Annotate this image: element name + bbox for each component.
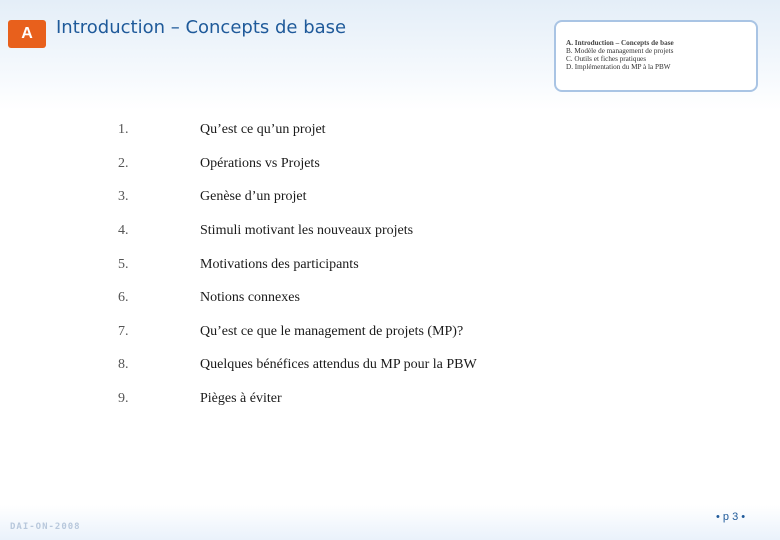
agenda-item-2 [0, 156, 780, 176]
agenda-item-9 [0, 391, 780, 411]
agenda-item-3 [0, 189, 780, 209]
agenda-item-5 [0, 257, 780, 277]
agenda-text: Motivations des participants [200, 257, 359, 272]
section-badge: A [8, 20, 46, 48]
footer-brand: DAI-ON-2008 [10, 522, 81, 532]
agenda-text: Qu’est ce que le management de projets (MP)? [200, 324, 464, 339]
agenda-item-4 [0, 223, 780, 243]
agenda-number: 6. [118, 290, 129, 305]
agenda-number: 4. [118, 223, 129, 238]
outline-item-b: B. Modèle de management de projets [566, 47, 674, 55]
agenda-number: 1. [118, 122, 129, 137]
agenda-number: 7. [118, 324, 129, 339]
agenda-number: 5. [118, 257, 129, 272]
agenda-text: Stimuli motivant les nouveaux projets [200, 223, 414, 238]
agenda-text: Qu’est ce qu’un projet [200, 122, 326, 137]
agenda-number: 2. [118, 156, 129, 171]
slide-title: Introduction – Concepts de base [56, 17, 347, 38]
agenda-text: Opérations vs Projets [200, 156, 320, 171]
agenda-text: Quelques bénéfices attendus du MP pour la PBW [200, 357, 477, 372]
outline-item-d: D. Implémentation du MP à la PBW [566, 63, 671, 71]
agenda-item-8 [0, 357, 780, 377]
agenda-item-6 [0, 290, 780, 310]
agenda-text: Notions connexes [200, 290, 300, 305]
agenda-item-7 [0, 324, 780, 344]
agenda-number: 9. [118, 391, 129, 406]
outline-item-c: C. Outils et fiches pratiques [566, 55, 647, 63]
agenda-number: 3. [118, 189, 129, 204]
outline-item-a: A. Introduction – Concepts de base [566, 39, 674, 47]
agenda-item-1 [0, 122, 780, 142]
agenda-text: Pièges à éviter [200, 391, 282, 406]
agenda-text: Genèse d’un projet [200, 189, 307, 204]
footer-band [0, 505, 780, 540]
agenda-number: 8. [118, 357, 129, 372]
page-indicator: • p 3 • [716, 511, 746, 523]
